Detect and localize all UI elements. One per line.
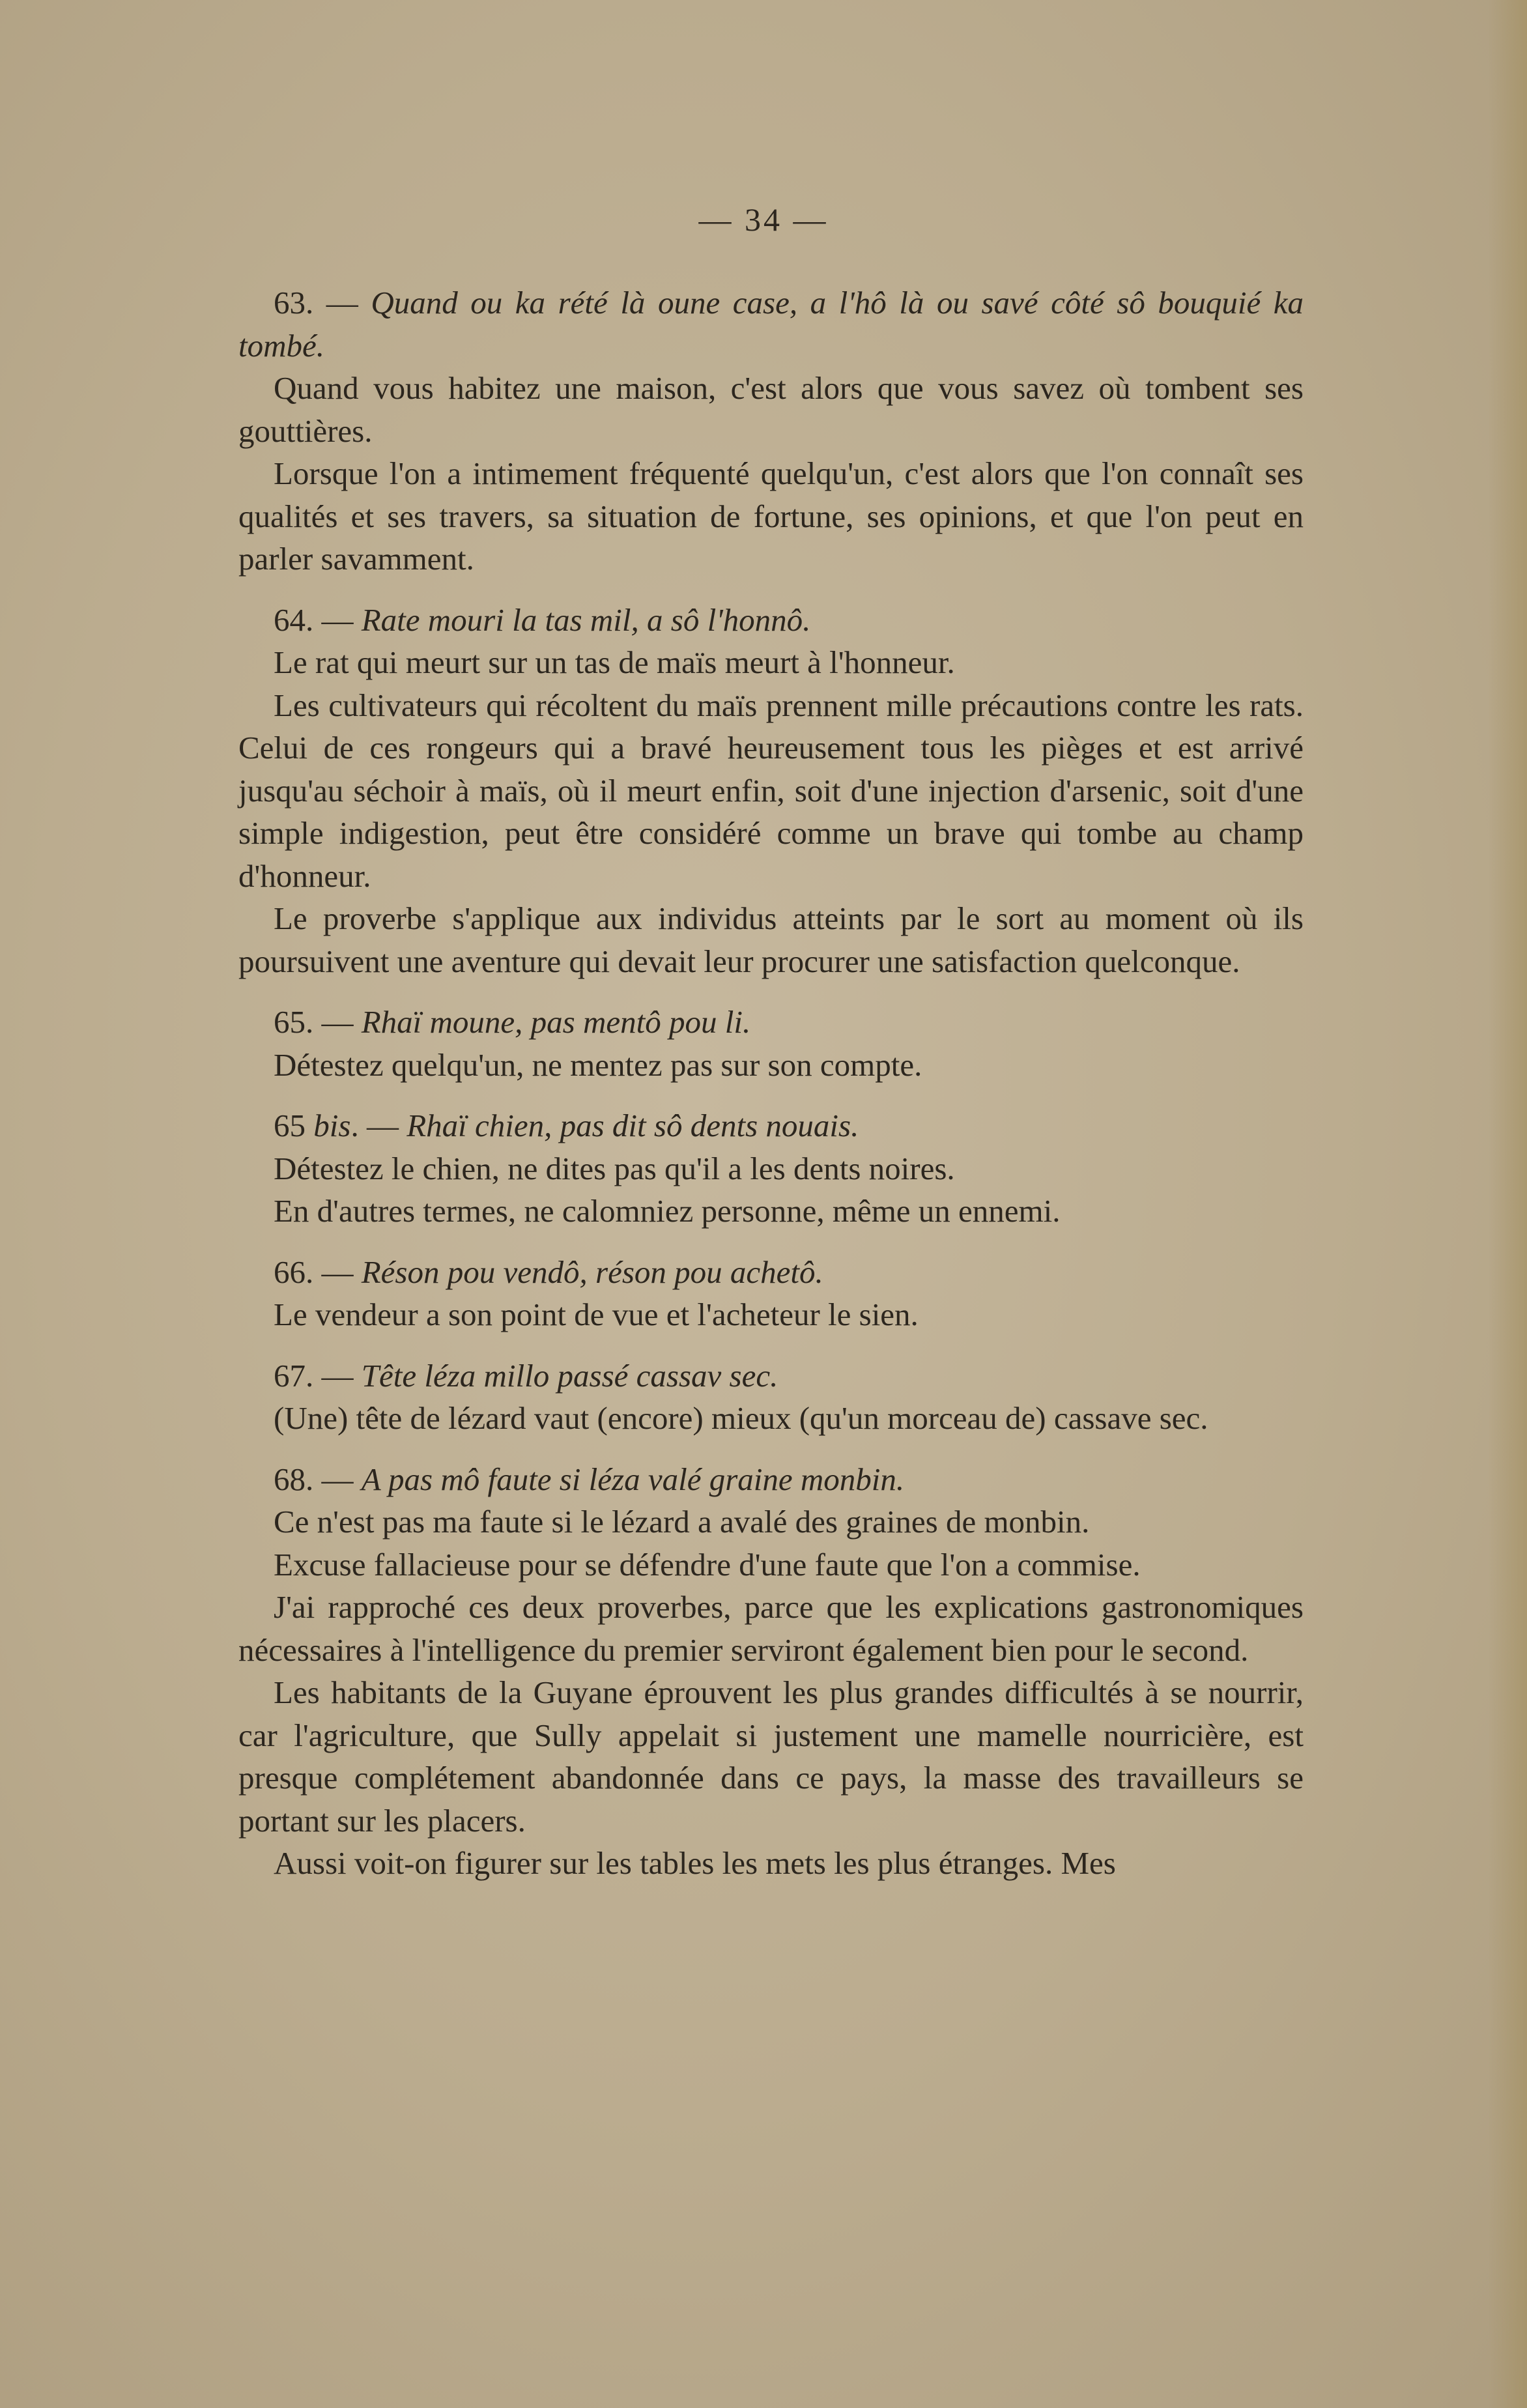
proverb-explanation: Lorsque l'on a intimement fréquenté quelqu'un, c'est alors que l'on connaît ses qualités et ses travers, sa situation de fortune, ses opinions, et que l'on peut en parler savamment. <box>238 455 1304 577</box>
proverb-translation: Ce n'est pas ma faute si le lézard a avalé des graines de monbin. <box>274 1504 1090 1540</box>
proverb-number-suffix: . — <box>350 1108 407 1143</box>
proverb-explanation: En d'autres termes, ne calomniez personne, même un ennemi. <box>274 1193 1061 1229</box>
proverb-explanation: Le proverbe s'applique aux individus atteints par le sort au moment où ils poursuivent une aventure qui devait leur procurer une satisfaction quelconque. <box>238 900 1304 979</box>
proverb-entry-65-bis <box>238 1104 1304 1233</box>
proverb-explanation: Les cultivateurs qui récoltent du maïs prennent mille précautions contre les rats. Celui de ces rongeurs qui a bravé heureusement tous les pièges et est arrivé jusqu'au séchoir à maïs, où il meurt enfin, soit d'une injection d'arsenic, soit d'une simple indigestion, peut être considéré comme un brave qui tombe au champ d'honneur. <box>238 687 1304 894</box>
proverb-translation: Quand vous habitez une maison, c'est alors que vous savez où tombent ses gouttières. <box>238 370 1304 449</box>
proverb-number-bis: bis <box>313 1108 351 1143</box>
proverb-explanation: Les habitants de la Guyane éprouvent les plus grandes difficultés à se nourrir, car l'agriculture, que Sully appelait si justement une mamelle nourricière, est presque complétement abandonnée dans ce pays, la masse des travailleurs se portant sur les placers. <box>238 1674 1304 1839</box>
proverb-translation: Détestez le chien, ne dites pas qu'il a les dents noires. <box>274 1150 955 1186</box>
proverb-number: 68. — <box>274 1461 362 1497</box>
proverb-explanation: Excuse fallacieuse pour se défendre d'une faute que l'on a commise. <box>274 1546 1141 1583</box>
proverb-creole: Quand ou ka rété là oune case, a l'hô là ou savé côté sô bouquié ka tombé. <box>238 285 1304 364</box>
proverb-number: 63. — <box>274 285 371 321</box>
proverb-heading <box>238 1354 1304 1398</box>
proverb-entry-64 <box>238 599 1304 983</box>
proverb-heading <box>238 1001 1304 1044</box>
proverb-creole: A pas mô faute si léza valé graine monbin. <box>361 1461 905 1497</box>
page-number: — 34 — <box>698 201 829 238</box>
proverb-creole: Rhaï chien, pas dit sô dents nouais. <box>407 1108 859 1143</box>
proverb-entry-63 <box>238 281 1304 580</box>
proverb-translation: Le vendeur a son point de vue et l'acheteur le sien. <box>274 1297 919 1332</box>
proverb-explanation: J'ai rapproché ces deux proverbes, parce que les explications gastronomiques nécessaires à l'intelligence du premier serviront également bien pour le second. <box>238 1589 1304 1668</box>
proverb-creole: Rhaï moune, pas mentô pou li. <box>361 1004 751 1040</box>
proverb-number: 65. — <box>274 1004 362 1040</box>
proverb-creole: Réson pou vendô, réson pou achetô. <box>361 1254 823 1290</box>
proverb-heading <box>238 1251 1304 1294</box>
proverb-entry-67 <box>238 1354 1304 1440</box>
proverb-explanation: Aussi voit-on figurer sur les tables les mets les plus étranges. Mes <box>274 1845 1116 1881</box>
proverb-number: 67. — <box>274 1357 362 1394</box>
proverb-heading <box>238 281 1304 367</box>
page-edge-shadow <box>1488 0 1527 2408</box>
proverb-creole: Rate mouri la tas mil, a sô l'honnô. <box>361 601 811 638</box>
proverb-creole: Tête léza millo passé cassav sec. <box>361 1357 778 1394</box>
proverb-entry-65 <box>238 1001 1304 1086</box>
proverb-number: 66. — <box>274 1254 362 1290</box>
proverb-number: 64. — <box>274 601 362 638</box>
proverb-number: 65 <box>274 1108 314 1143</box>
proverb-heading <box>238 599 1304 642</box>
proverb-heading <box>238 1104 1304 1147</box>
proverb-entry-66 <box>238 1251 1304 1336</box>
proverb-translation: Détestez quelqu'un, ne mentez pas sur son compte. <box>274 1046 922 1083</box>
proverb-translation: (Une) tête de lézard vaut (encore) mieux (qu'un morceau de) cassave sec. <box>274 1400 1208 1436</box>
page-body <box>238 281 1304 1885</box>
proverb-heading <box>238 1458 1304 1501</box>
proverb-translation: Le rat qui meurt sur un tas de maïs meurt à l'honneur. <box>274 644 955 680</box>
proverb-entry-68 <box>238 1458 1304 1885</box>
